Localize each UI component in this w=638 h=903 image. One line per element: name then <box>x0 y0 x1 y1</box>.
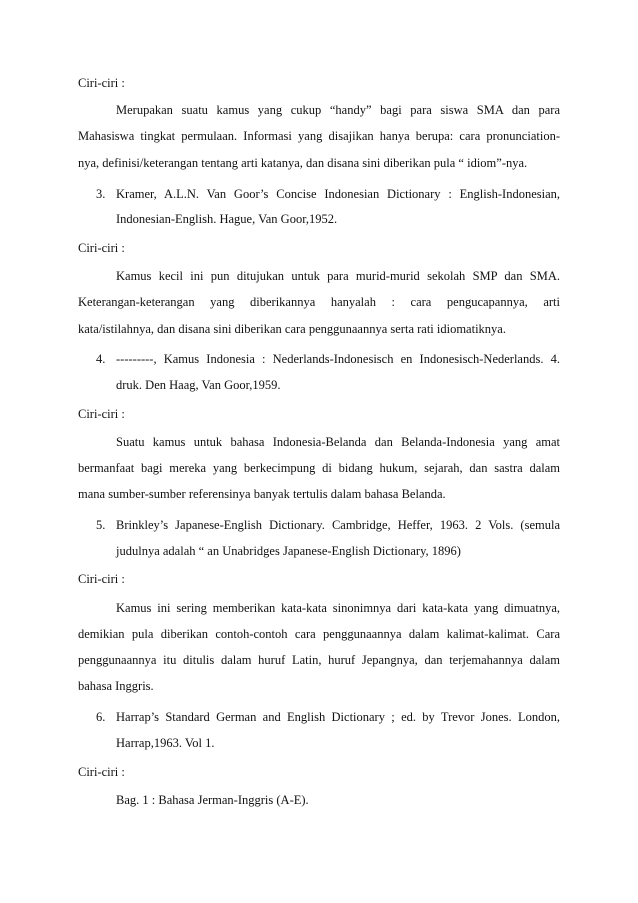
paragraph-line: Kamus ini sering memberikan kata-kata sinonimnya dari kata-kata yang dimuatnya, <box>116 601 560 615</box>
section-label: Ciri-ciri : <box>78 241 125 255</box>
list-item-line: druk. Den Haag, Van Goor,1959. <box>116 378 281 392</box>
section-label: Ciri-ciri : <box>78 765 125 779</box>
paragraph-line: penggunaannya itu ditulis dalam huruf Latin, huruf Jepangnya, dan terjemahannya dalam <box>78 653 560 667</box>
section-label: Ciri-ciri : <box>78 76 125 90</box>
list-item-line: judulnya adalah “ an Unabridges Japanese-English Dictionary, 1896) <box>116 544 461 558</box>
list-item-line: Kramer, A.L.N. Van Goor’s Concise Indonesian Dictionary : English-Indonesian, <box>116 187 560 201</box>
paragraph-line: Kamus kecil ini pun ditujukan untuk para murid-murid sekolah SMP dan SMA. <box>116 269 560 283</box>
list-item-number: 4. <box>96 352 106 366</box>
paragraph-line: Keterangan-keterangan yang diberikannya hanyalah : cara pengucapannya, arti <box>78 295 560 309</box>
list-item-number: 3. <box>96 187 106 201</box>
list-item-line: ---------, Kamus Indonesia : Nederlands-Indonesisch en Indonesisch-Nederlands. 4. <box>116 352 560 366</box>
list-item-number: 5. <box>96 518 106 532</box>
section-label: Ciri-ciri : <box>78 572 125 586</box>
paragraph-line: bermanfaat bagi mereka yang berkecimpung di bidang hukum, sejarah, dan sastra dalam <box>78 461 560 475</box>
paragraph-line: Merupakan suatu kamus yang cukup “handy” bagi para siswa SMA dan para <box>116 103 560 117</box>
section-label: Ciri-ciri : <box>78 407 125 421</box>
list-item-line: Harrap,1963. Vol 1. <box>116 736 215 750</box>
paragraph-line: nya, definisi/keterangan tentang arti katanya, dan disana sini diberikan pula “ idiom”-nya. <box>78 156 528 170</box>
paragraph-line: Suatu kamus untuk bahasa Indonesia-Belanda dan Belanda-Indonesia yang amat <box>116 435 560 449</box>
list-item-line: Indonesian-English. Hague, Van Goor,1952. <box>116 212 338 226</box>
paragraph-line: mana sumber-sumber referensinya banyak tertulis dalam bahasa Belanda. <box>78 487 446 501</box>
paragraph-line: Mahasiswa tingkat permulaan. Informasi yang disajikan hanya berupa: cara pronunciation- <box>78 129 560 143</box>
paragraph-line: demikian pula diberikan contoh-contoh cara penggunaannya dalam kalimat-kalimat. Cara <box>78 627 560 641</box>
list-item-number: 6. <box>96 710 106 724</box>
list-item-line: Brinkley’s Japanese-English Dictionary. Cambridge, Heffer, 1963. 2 Vols. (semula <box>116 518 560 532</box>
list-item-line: Harrap’s Standard German and English Dictionary ; ed. by Trevor Jones. London, <box>116 710 560 724</box>
paragraph-line: kata/istilahnya, dan disana sini diberikan cara penggunaannya serta rati idiomatiknya. <box>78 322 506 336</box>
paragraph-line: bahasa Inggris. <box>78 679 154 693</box>
paragraph-line: Bag. 1 : Bahasa Jerman-Inggris (A-E). <box>116 793 309 807</box>
